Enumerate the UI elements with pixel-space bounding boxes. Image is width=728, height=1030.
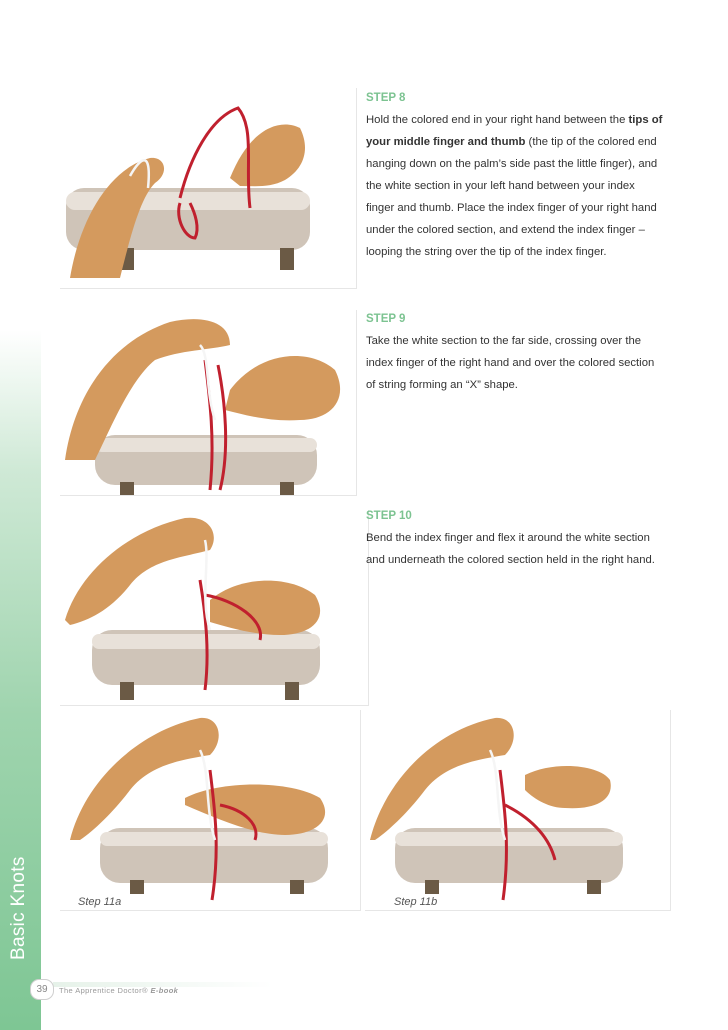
caption-step11b: Step 11b bbox=[394, 896, 438, 908]
step-title: STEP 9 bbox=[366, 313, 406, 325]
step-9 bbox=[366, 313, 666, 396]
step-body: Hold the colored end in your right hand between the tips of your middle finger and thumb (the tip of the colored end hanging down on the palm’s side past the little finger), and the white section in your left hand between your index finger and thumb. Place the index finger of your right hand under the colored section, and extend the index finger – looping the string over the tip of the index finger. bbox=[366, 114, 663, 258]
step11b-illustration bbox=[365, 710, 671, 911]
footer-text: The Apprentice Doctor® E-book bbox=[59, 986, 179, 995]
step-8 bbox=[366, 92, 666, 263]
step9-illustration bbox=[60, 310, 357, 496]
step11a-illustration bbox=[60, 710, 361, 911]
step-title: STEP 10 bbox=[366, 510, 412, 522]
step-body: Take the white section to the far side, crossing over the index finger of the right hand and over the colored section of string forming an “X” shape. bbox=[366, 335, 655, 391]
section-label: Basic Knots bbox=[8, 856, 29, 960]
caption-step11a: Step 11a bbox=[78, 896, 122, 908]
step-10 bbox=[366, 510, 666, 571]
step-body: Bend the index finger and flex it around the white section and underneath the colored section held in the right hand. bbox=[366, 532, 655, 566]
step8-illustration bbox=[60, 88, 357, 289]
page-number: 39 bbox=[30, 979, 54, 1000]
step10-illustration bbox=[60, 510, 369, 706]
step-title: STEP 8 bbox=[366, 92, 406, 104]
